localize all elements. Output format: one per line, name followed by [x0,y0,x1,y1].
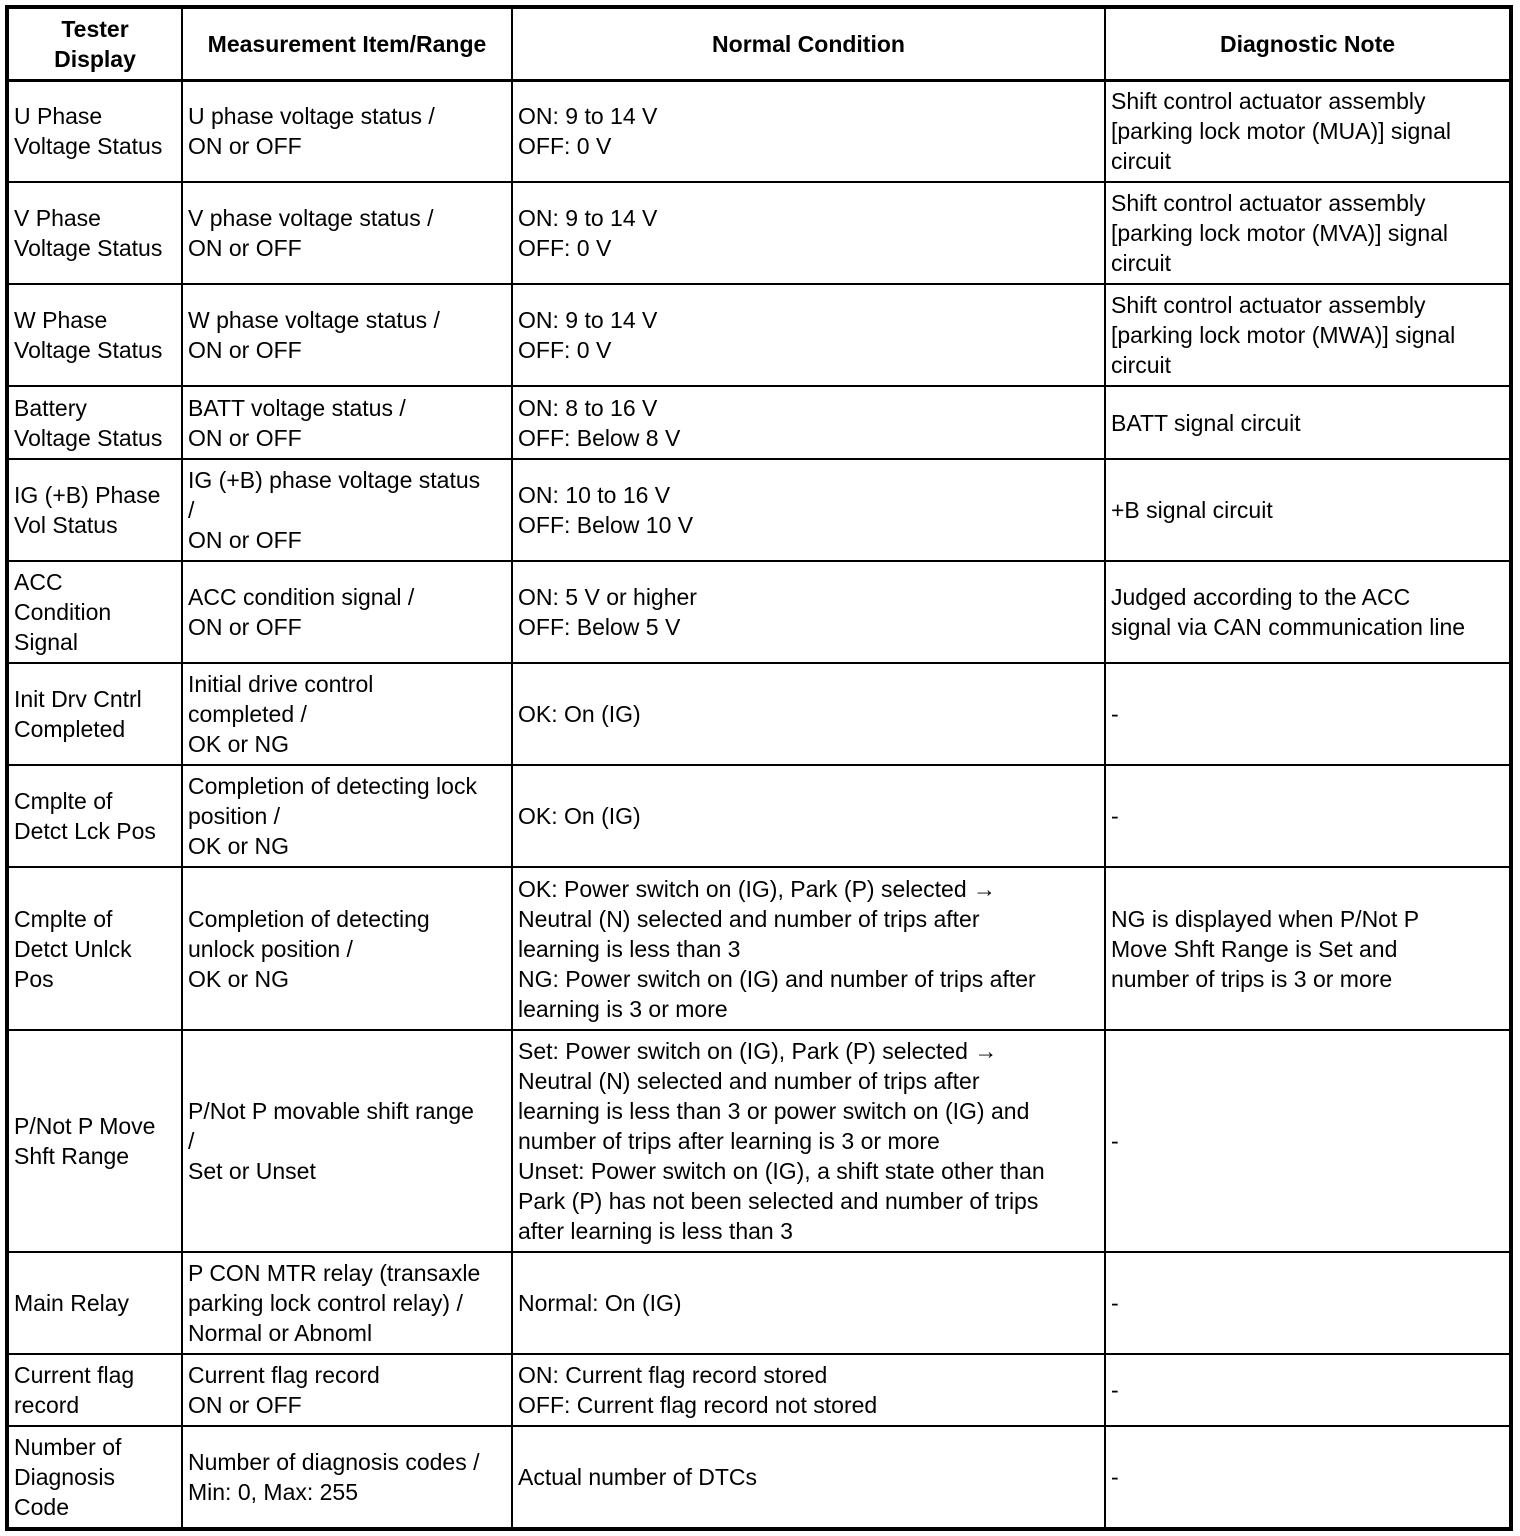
diagnostic-note-cell: - [1105,1252,1511,1354]
tester-display-cell: IG (+B) Phase Vol Status [7,459,182,561]
diagnostic-note-cell: - [1105,765,1511,867]
tester-display-cell: Battery Voltage Status [7,386,182,459]
normal-condition-cell: ON: 9 to 14 V OFF: 0 V [512,284,1105,386]
table-row [7,561,1511,663]
table-row [7,765,1511,867]
normal-condition-cell: Normal: On (IG) [512,1252,1105,1354]
table-row [7,386,1511,459]
diagnostic-note-cell: - [1105,1354,1511,1426]
measurement-item-cell: Initial drive control completed / OK or NG [182,663,512,765]
diagnostic-note-cell: Shift control actuator assembly [parking lock motor (MVA)] signal circuit [1105,182,1511,284]
table-row [7,663,1511,765]
normal-condition-cell: ON: Current flag record stored OFF: Current flag record not stored [512,1354,1105,1426]
diagnostic-note-cell: Shift control actuator assembly [parking lock motor (MWA)] signal circuit [1105,284,1511,386]
normal-condition-cell: Actual number of DTCs [512,1426,1105,1529]
tester-display-cell: Cmplte of Detct Lck Pos [7,765,182,867]
table-row [7,284,1511,386]
table-row [7,1252,1511,1354]
diagnostic-note-cell: +B signal circuit [1105,459,1511,561]
measurement-item-cell: P/Not P movable shift range / Set or Unset [182,1030,512,1252]
table-row [7,1030,1511,1252]
measurement-item-cell: Completion of detecting lock position / OK or NG [182,765,512,867]
tester-display-cell: Cmplte of Detct Unlck Pos [7,867,182,1030]
diagnostic-note-cell: Shift control actuator assembly [parking lock motor (MUA)] signal circuit [1105,80,1511,182]
normal-condition-cell: ON: 9 to 14 V OFF: 0 V [512,182,1105,284]
table-row [7,182,1511,284]
tester-display-cell: U Phase Voltage Status [7,80,182,182]
tester-display-cell: V Phase Voltage Status [7,182,182,284]
diagnostic-note-cell: NG is displayed when P/Not P Move Shft Range is Set and number of trips is 3 or more [1105,867,1511,1030]
normal-condition-cell: ON: 5 V or higher OFF: Below 5 V [512,561,1105,663]
measurement-item-cell: P CON MTR relay (transaxle parking lock control relay) / Normal or Abnoml [182,1252,512,1354]
header-tester-display: Tester Display [7,7,182,80]
table-row [7,80,1511,182]
table-row [7,867,1511,1030]
tester-display-cell: Current flag record [7,1354,182,1426]
diagnostic-note-cell: - [1105,1426,1511,1529]
normal-condition-cell: ON: 9 to 14 V OFF: 0 V [512,80,1105,182]
header-row [7,7,1511,80]
normal-condition-cell: OK: On (IG) [512,663,1105,765]
table-row [7,1354,1511,1426]
diagnostic-note-cell: - [1105,1030,1511,1252]
tester-display-cell: Number of Diagnosis Code [7,1426,182,1529]
normal-condition-cell: OK: Power switch on (IG), Park (P) selected → Neutral (N) selected and number of trips after learning is less than 3 NG: Power switch on (IG) and number of trips after learning is 3 or more [512,867,1105,1030]
diagnostic-note-cell: Judged according to the ACC signal via CAN communication line [1105,561,1511,663]
measurement-item-cell: Number of diagnosis codes / Min: 0, Max: 255 [182,1426,512,1529]
measurement-item-cell: U phase voltage status / ON or OFF [182,80,512,182]
measurement-item-cell: W phase voltage status / ON or OFF [182,284,512,386]
measurement-item-cell: Current flag record ON or OFF [182,1354,512,1426]
header-measurement-item: Measurement Item/Range [182,7,512,80]
measurement-item-cell: IG (+B) phase voltage status / ON or OFF [182,459,512,561]
tester-display-cell: W Phase Voltage Status [7,284,182,386]
tester-display-cell: ACC Condition Signal [7,561,182,663]
measurement-item-cell: ACC condition signal / ON or OFF [182,561,512,663]
tester-display-cell: Init Drv Cntrl Completed [7,663,182,765]
header-normal-condition: Normal Condition [512,7,1105,80]
measurement-item-cell: V phase voltage status / ON or OFF [182,182,512,284]
normal-condition-cell: OK: On (IG) [512,765,1105,867]
table-row [7,1426,1511,1529]
measurement-item-cell: Completion of detecting unlock position / OK or NG [182,867,512,1030]
diagnostic-note-cell: BATT signal circuit [1105,386,1511,459]
table-row [7,459,1511,561]
diagnostic-note-cell: - [1105,663,1511,765]
normal-condition-cell: ON: 8 to 16 V OFF: Below 8 V [512,386,1105,459]
measurement-item-cell: BATT voltage status / ON or OFF [182,386,512,459]
tester-display-cell: Main Relay [7,1252,182,1354]
tester-display-cell: P/Not P Move Shft Range [7,1030,182,1252]
normal-condition-cell: ON: 10 to 16 V OFF: Below 10 V [512,459,1105,561]
header-diagnostic-note: Diagnostic Note [1105,7,1511,80]
data-list-table [5,5,1513,1531]
normal-condition-cell: Set: Power switch on (IG), Park (P) selected → Neutral (N) selected and number of trips after learning is less than 3 or power switch on (IG) and number of trips after learning is 3 or more Unset: Power switch on (IG), a shift state other than Park (P) has not been selected and number of trips after learning is less than 3 [512,1030,1105,1252]
